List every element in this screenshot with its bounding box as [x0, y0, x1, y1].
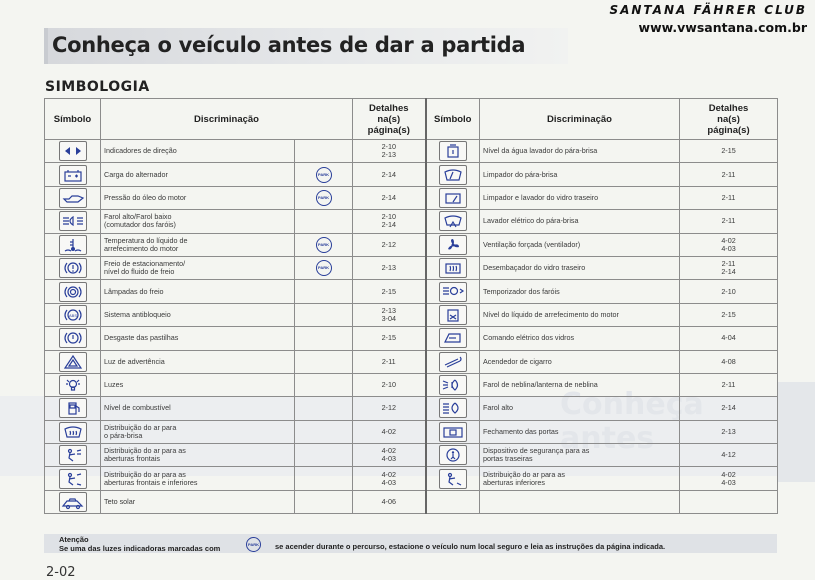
left-description-line1: Distribuição do ar para as: [104, 446, 186, 456]
right-symbol-cell: [426, 140, 480, 163]
left-park-cell: [295, 467, 353, 490]
right-page-ref-1: 2-10: [721, 286, 736, 296]
left-description-line1: Indicadores de direção: [104, 146, 177, 156]
fog-light-icon: [439, 375, 467, 395]
right-description-line2: portas traseiras: [483, 454, 533, 464]
left-page-ref-1: 4-02: [381, 446, 396, 456]
turn-signal-icon: [59, 141, 87, 161]
table-row: [45, 350, 778, 373]
left-park-cell: [295, 163, 353, 186]
right-page-ref: [680, 303, 778, 326]
table-row: [45, 140, 778, 163]
left-symbol-cell: [45, 397, 101, 420]
high-beam-icon: [439, 398, 467, 418]
left-page-ref: [353, 303, 426, 326]
right-symbol-cell: [426, 350, 480, 373]
left-page-ref: [353, 327, 426, 350]
header-symbol-left: Símbolo: [45, 99, 101, 140]
header-pages-line3: página(s): [367, 124, 410, 136]
right-description: [480, 140, 680, 163]
title-banner: [44, 28, 568, 64]
park-icon: PARK: [246, 537, 261, 552]
right-description-empty: [480, 490, 680, 513]
left-page-ref: [353, 397, 426, 420]
brand-site: www.vwsantana.com.br: [638, 20, 807, 35]
right-symbol-cell: [426, 163, 480, 186]
right-page-ref-1: 4-02: [721, 235, 736, 245]
left-description-line1: Freio de estacionamento/: [104, 259, 186, 269]
left-page-ref-1: 2-13: [381, 305, 396, 315]
table-row: [45, 210, 778, 233]
right-symbol-cell: [426, 186, 480, 209]
fan-icon: [439, 235, 467, 255]
air-front-icon: [59, 445, 87, 465]
child-safety-icon: [439, 445, 467, 465]
left-page-ref-2: 3-04: [381, 313, 396, 323]
right-page-ref-1: 2-11: [721, 192, 736, 202]
air-lower-icon: [439, 469, 467, 489]
left-description: [101, 303, 295, 326]
left-page-ref: [353, 350, 426, 373]
right-description-line1: Acendedor de cigarro: [483, 356, 552, 366]
right-description: [480, 256, 680, 279]
right-description-line1: Distribuição do ar para as: [483, 469, 565, 479]
battery-icon: [59, 165, 87, 185]
right-page-ref: [680, 163, 778, 186]
right-symbol-cell: [426, 420, 480, 443]
header-pages-line3: página(s): [707, 124, 750, 136]
watermark-line-1: Conheça: [560, 387, 704, 422]
right-description: [480, 327, 680, 350]
fuel-pump-icon: [59, 398, 87, 418]
left-page-ref-1: 4-06: [381, 497, 396, 507]
right-description-line1: Comando elétrico dos vidros: [483, 333, 575, 343]
light-bulb-icon: [59, 375, 87, 395]
left-page-ref: [353, 444, 426, 467]
left-description: [101, 444, 295, 467]
right-page-ref: [680, 186, 778, 209]
header-pages-line1: Detalhes: [708, 102, 749, 114]
attention-note: [44, 534, 777, 553]
right-symbol-cell: [426, 327, 480, 350]
page-title: Conheça o veículo antes de dar a partida: [52, 33, 526, 57]
right-page-ref-2: 2-14: [721, 267, 736, 277]
left-page-ref-1: 2-14: [381, 169, 396, 179]
left-page-ref-1: 2-12: [381, 403, 396, 413]
left-description: [101, 233, 295, 256]
right-description-line1: Dispositivo de segurança para as: [483, 446, 590, 456]
right-description: [480, 210, 680, 233]
left-page-ref: [353, 140, 426, 163]
left-symbol-cell: [45, 490, 101, 513]
left-symbol-cell: [45, 140, 101, 163]
left-description-line1: Temperatura do líquido de: [104, 235, 188, 245]
left-page-ref-1: 4-02: [381, 426, 396, 436]
table-row: [45, 303, 778, 326]
left-page-ref-2: 2-14: [381, 220, 396, 230]
left-description: [101, 186, 295, 209]
left-description-line1: Desgaste das pastilhas: [104, 333, 179, 343]
right-page-ref-1: 2-13: [721, 426, 736, 436]
power-window-icon: [439, 328, 467, 348]
right-page-ref-empty: [680, 490, 778, 513]
attention-text-end: se acender durante o percurso, estacione o veículo num local seguro e leia as instruções da página indicada.: [275, 542, 666, 551]
right-description-line2: aberturas inferiores: [483, 477, 545, 487]
right-page-ref: [680, 210, 778, 233]
right-description: [480, 420, 680, 443]
right-description-line1: Fechamento das portas: [483, 426, 559, 436]
left-description: [101, 280, 295, 303]
right-symbol-cell: [426, 233, 480, 256]
left-page-ref-1: 2-13: [381, 263, 396, 273]
left-description-line1: Luz de advertência: [104, 356, 165, 366]
header-description-right: Discriminação: [480, 99, 680, 140]
left-description-line2: nível do fluido de freio: [104, 267, 175, 277]
brand-club: SANTANA FÄHRER CLUB: [609, 3, 807, 17]
left-description: [101, 327, 295, 350]
header-pages-right: [680, 99, 778, 140]
left-page-ref-1: 2-15: [381, 333, 396, 343]
right-page-ref: [680, 420, 778, 443]
right-page-ref-1: 2-11: [721, 259, 736, 269]
right-page-ref: [680, 256, 778, 279]
left-page-ref: [353, 210, 426, 233]
left-page-ref: [353, 490, 426, 513]
left-description-line2: arrefecimento do motor: [104, 243, 179, 253]
right-description-line1: Farol de neblina/lanterna de neblina: [483, 380, 598, 390]
left-park-cell: [295, 490, 353, 513]
right-symbol-cell: [426, 256, 480, 279]
left-description-line1: Luzes: [104, 380, 124, 390]
brand: [609, 3, 807, 35]
coolant-temp-icon: [59, 235, 87, 255]
left-page-ref-1: 2-12: [381, 239, 396, 249]
left-description-line1: Farol alto/Farol baixo: [104, 212, 172, 222]
right-page-ref: [680, 444, 778, 467]
left-description-line1: Distribuição do ar para as: [104, 469, 186, 479]
left-description: [101, 420, 295, 443]
right-description-line1: Limpador e lavador do vidro traseiro: [483, 192, 599, 202]
left-symbol-cell: [45, 303, 101, 326]
left-description-line1: Teto solar: [104, 497, 136, 507]
left-description: [101, 210, 295, 233]
attention-text-start: Se uma das luzes indicadoras marcadas com: [59, 544, 221, 553]
park-icon: PARK: [316, 167, 332, 183]
sunroof-icon: [59, 492, 87, 512]
right-page-ref-1: 2-15: [721, 146, 736, 156]
table-row: [45, 467, 778, 490]
left-park-cell: [295, 210, 353, 233]
right-page-ref: [680, 397, 778, 420]
windshield-defrost-icon: [59, 422, 87, 442]
header-pages-line1: Detalhes: [368, 102, 409, 114]
left-page-ref-2: 4-03: [381, 477, 396, 487]
right-description-line1: Ventilação forçada (ventilador): [483, 239, 581, 249]
left-page-ref: [353, 467, 426, 490]
right-description: [480, 467, 680, 490]
left-symbol-cell: [45, 420, 101, 443]
left-symbol-cell: [45, 467, 101, 490]
park-icon: PARK: [316, 190, 332, 206]
left-description-line1: Pressão do óleo do motor: [104, 192, 187, 202]
left-symbol-cell: [45, 373, 101, 396]
left-park-cell: [295, 327, 353, 350]
air-front-lower-icon: [59, 469, 87, 489]
left-description-line1: Sistema antibloqueio: [104, 309, 171, 319]
rear-wiper-icon: [439, 188, 467, 208]
table-row: [45, 233, 778, 256]
right-description-line1: Desembaçador do vidro traseiro: [483, 263, 586, 273]
section-heading: SIMBOLOGIA: [45, 79, 150, 95]
left-park-cell: [295, 420, 353, 443]
table-row: [45, 373, 778, 396]
right-page-ref-1: 2-11: [721, 380, 736, 390]
abs-icon: [59, 305, 87, 325]
left-symbol-cell: [45, 233, 101, 256]
left-page-ref: [353, 420, 426, 443]
right-description-line1: Nível da água lavador do pára-brisa: [483, 146, 598, 156]
left-description: [101, 256, 295, 279]
right-page-ref: [680, 467, 778, 490]
left-symbol-cell: [45, 210, 101, 233]
oil-can-icon: [59, 188, 87, 208]
rear-defrost-icon: [439, 258, 467, 278]
right-symbol-cell-empty: [426, 490, 480, 513]
left-park-cell: [295, 280, 353, 303]
left-symbol-cell: [45, 280, 101, 303]
right-symbol-cell: [426, 397, 480, 420]
right-page-ref-1: 2-11: [721, 216, 736, 226]
right-description: [480, 303, 680, 326]
header-pages-line2: na(s): [377, 113, 401, 125]
left-park-cell: [295, 233, 353, 256]
left-description: [101, 163, 295, 186]
right-symbol-cell: [426, 444, 480, 467]
table-row: [45, 186, 778, 209]
headlight-icon: [59, 211, 87, 231]
left-description-line2: aberturas frontais: [104, 454, 160, 464]
table-row: [45, 420, 778, 443]
right-page-ref: [680, 327, 778, 350]
park-icon: PARK: [316, 260, 332, 276]
right-description: [480, 233, 680, 256]
right-description: [480, 163, 680, 186]
coolant-level-icon: [439, 305, 467, 325]
right-description: [480, 444, 680, 467]
left-description: [101, 373, 295, 396]
brake-pad-icon: [59, 328, 87, 348]
park-icon: PARK: [316, 237, 332, 253]
left-park-cell: [295, 373, 353, 396]
table-row: [45, 490, 778, 513]
header-symbol-right: Símbolo: [426, 99, 480, 140]
left-page-ref: [353, 233, 426, 256]
left-symbol-cell: [45, 350, 101, 373]
left-symbol-cell: [45, 444, 101, 467]
brake-lamp-icon: [59, 282, 87, 302]
table-row: [45, 444, 778, 467]
left-page-ref-1: 2-10: [381, 380, 396, 390]
header-description-left: Discriminação: [101, 99, 353, 140]
left-park-cell: [295, 186, 353, 209]
left-page-ref: [353, 186, 426, 209]
left-page-ref-1: 2-10: [381, 142, 396, 152]
left-description: [101, 467, 295, 490]
door-lock-icon: [439, 422, 467, 442]
left-description-line2: aberturas frontais e inferiores: [104, 477, 198, 487]
left-page-ref-1: 2-15: [381, 286, 396, 296]
left-page-ref-1: 2-14: [381, 192, 396, 202]
left-symbol-cell: [45, 256, 101, 279]
right-description: [480, 350, 680, 373]
right-symbol-cell: [426, 303, 480, 326]
table-row: [45, 280, 778, 303]
left-park-cell: [295, 444, 353, 467]
left-description: [101, 350, 295, 373]
right-symbol-cell: [426, 280, 480, 303]
header-pages-line2: na(s): [717, 113, 740, 125]
brake-warning-icon: [59, 258, 87, 278]
right-description-line1: Farol alto: [483, 403, 513, 413]
table-row: [45, 397, 778, 420]
right-symbol-cell: [426, 467, 480, 490]
right-page-ref-1: 4-08: [721, 356, 736, 366]
left-page-ref-1: 2-10: [381, 212, 396, 222]
left-page-ref: [353, 373, 426, 396]
background-edge: [778, 382, 815, 482]
left-page-ref: [353, 280, 426, 303]
right-page-ref-2: 4-03: [721, 477, 736, 487]
left-park-cell: [295, 303, 353, 326]
right-description: [480, 373, 680, 396]
svg-text:ABS: ABS: [68, 312, 77, 318]
right-symbol-cell: [426, 373, 480, 396]
right-page-ref-1: 2-14: [721, 403, 736, 413]
right-page-ref: [680, 350, 778, 373]
left-description: [101, 490, 295, 513]
right-page-ref-1: 4-04: [721, 333, 736, 343]
left-page-ref-1: 4-02: [381, 469, 396, 479]
right-page-ref-1: 4-02: [721, 469, 736, 479]
wiper-icon: [439, 165, 467, 185]
right-symbol-cell: [426, 210, 480, 233]
table-row: [45, 256, 778, 279]
left-description-line1: Lâmpadas do freio: [104, 286, 164, 296]
left-symbol-cell: [45, 327, 101, 350]
right-description-line1: Temporizador dos faróis: [483, 286, 560, 296]
left-page-ref: [353, 256, 426, 279]
right-description-line1: Limpador do pára-brisa: [483, 169, 558, 179]
right-page-ref-1: 2-15: [721, 309, 736, 319]
left-park-cell: [295, 140, 353, 163]
header-pages-left: [353, 99, 426, 140]
right-description-line1: Lavador elétrico do pára-brisa: [483, 216, 579, 226]
left-park-cell: [295, 256, 353, 279]
left-description-line1: Nível de combustível: [104, 403, 171, 413]
attention-title: Atenção: [59, 535, 89, 544]
left-page-ref: [353, 163, 426, 186]
right-description: [480, 186, 680, 209]
right-page-ref-1: 4-12: [721, 450, 736, 460]
left-description-line1: Carga do alternador: [104, 169, 168, 179]
right-description-line1: Nível do líquido de arrefecimento do motor: [483, 309, 619, 319]
right-page-ref: [680, 233, 778, 256]
left-page-ref-2: 2-13: [381, 150, 396, 160]
table-row: [45, 163, 778, 186]
right-page-ref: [680, 280, 778, 303]
hazard-icon: [59, 352, 87, 372]
right-description: [480, 397, 680, 420]
symbol-table: [44, 98, 778, 514]
right-page-ref: [680, 140, 778, 163]
left-description: [101, 140, 295, 163]
left-symbol-cell: [45, 186, 101, 209]
washer-fluid-icon: [439, 141, 467, 161]
washer-icon: [439, 211, 467, 231]
watermark-line-2: antes: [560, 421, 655, 456]
left-park-cell: [295, 350, 353, 373]
right-page-ref-1: 2-11: [721, 169, 736, 179]
right-page-ref: [680, 373, 778, 396]
right-description: [480, 280, 680, 303]
right-page-ref-2: 4-03: [721, 243, 736, 253]
left-page-ref-1: 2-11: [381, 356, 396, 366]
cigarette-lighter-icon: [439, 352, 467, 372]
table-header-row: [45, 99, 778, 140]
headlight-timer-icon: [439, 282, 467, 302]
left-description-line2: (comutador dos faróis): [104, 220, 176, 230]
page-number: 2-02: [46, 565, 76, 580]
left-symbol-cell: [45, 163, 101, 186]
left-description-line2: o pára-brisa: [104, 430, 143, 440]
left-description-line1: Distribuição do ar para: [104, 422, 177, 432]
table-row: [45, 327, 778, 350]
left-park-cell: [295, 397, 353, 420]
left-page-ref-2: 4-03: [381, 454, 396, 464]
left-description: [101, 397, 295, 420]
